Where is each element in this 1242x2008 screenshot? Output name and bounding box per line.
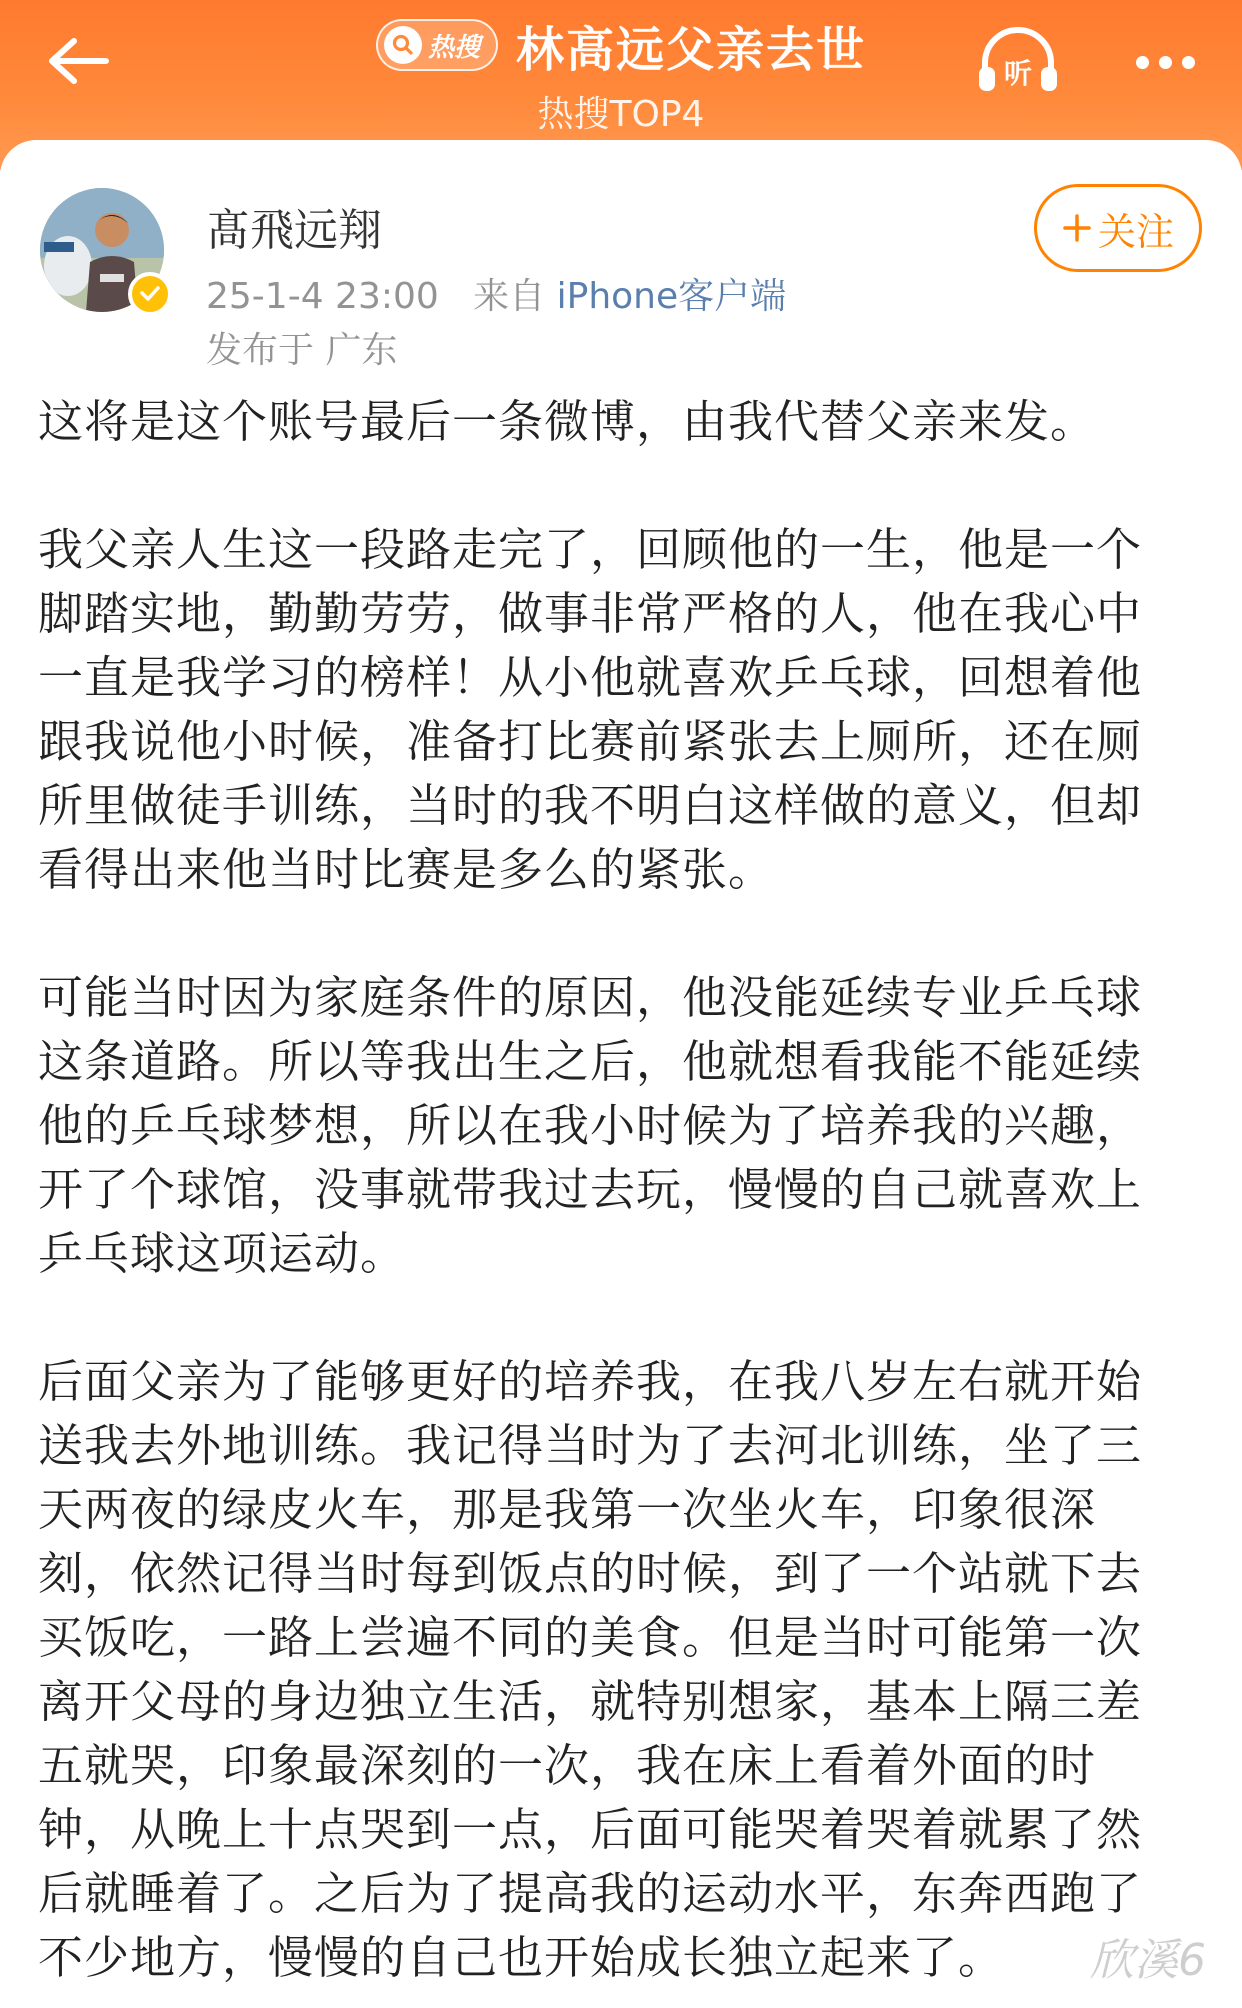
post-timestamp: 25-1-4 23:00 <box>206 276 439 317</box>
listen-label: 听 <box>1003 57 1033 90</box>
post-paragraph: 后面父亲为了能够更好的培养我，在我八岁左右就开始 送我去外地训练。我记得当时为了去河北训练，坐了三 天两夜的绿皮火车，那是我第一次坐火车，印象很深 刻，依然记得当时每到饭点的时候，到了一个站就下去 买饭吃，一路上尝遍不同的美食。但是当时可能第一次 离开父母的身边独立生活，就特别想家，基本上隔三差 五就哭，印象最深刻的一次，我在床上看着外面的时 钟，从晚上十点哭到一点，后面可能哭着哭着就累了然 后就睡着了。之后为了提高我的运动水平，东奔西跑了 不少地方，慢慢的自己也开始成长独立起来了。 <box>38 1355 1143 1984</box>
more-dot-icon <box>1159 56 1172 69</box>
hot-search-badge[interactable] <box>376 19 498 71</box>
author-name[interactable]: 髙飛远翔 <box>206 205 382 256</box>
follow-button[interactable] <box>1034 184 1202 272</box>
listen-button[interactable] <box>968 24 1068 100</box>
hot-badge-label: 热搜 <box>427 32 480 63</box>
headphones-icon <box>975 27 1061 97</box>
follow-label: 关注 <box>1097 209 1174 254</box>
post-paragraph: 可能当时因为家庭条件的原因，他没能延续专业乒乓球 这条道路。所以等我出生之后，他就想看我能不能延续 他的乒乓球梦想，所以在我小时候为了培养我的兴趣， 开了个球馆，没事就带我过去玩，慢慢的自己就喜欢上 乒乓球这项运动。 <box>38 971 1143 1280</box>
more-options-button[interactable] <box>1120 34 1210 90</box>
watermark: 欣溪6 <box>1090 1935 1206 1986</box>
plus-icon <box>1062 213 1092 243</box>
post-location: 发布于 广东 <box>206 330 398 371</box>
post-paragraph: 我父亲人生这一段路走完了，回顾他的一生，他是一个 脚踏实地，勤勤劳劳，做事非常严格的人，他在我心中 一直是我学习的榜样！从小他就喜欢乒乓球，回想着他 跟我说他小时候，准备打比赛前紧张去上厕所，还在厕 所里做徒手训练，当时的我不明白这样做的意义，但却 看得出来他当时比赛是多么的紧张。 <box>38 523 1143 896</box>
more-dot-icon <box>1136 56 1149 69</box>
post-body <box>38 390 1204 2008</box>
hot-rank-subtitle: 热搜TOP4 <box>537 94 705 135</box>
page-title: 林高远父亲去世 <box>516 21 867 78</box>
post-from-label: 来自 <box>473 276 546 317</box>
post-card <box>0 140 1242 2008</box>
post-meta <box>206 268 786 319</box>
post-paragraph: 这将是这个账号最后一条微博，由我代替父亲来发。 <box>38 395 1097 448</box>
more-dot-icon <box>1182 56 1195 69</box>
search-icon <box>384 26 422 64</box>
verified-badge-icon <box>128 272 172 316</box>
post-source-link[interactable]: iPhone客户端 <box>556 276 787 317</box>
